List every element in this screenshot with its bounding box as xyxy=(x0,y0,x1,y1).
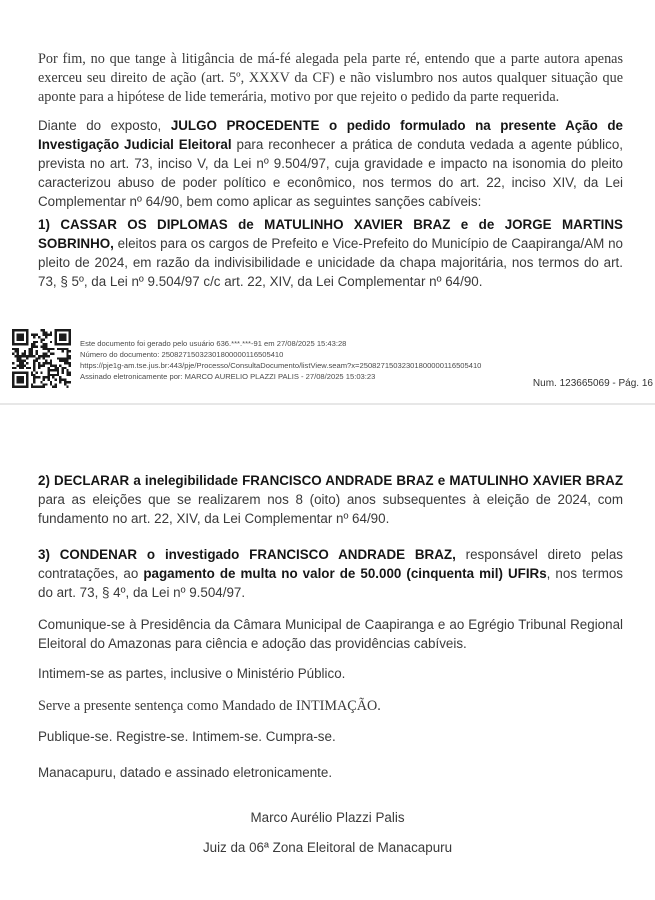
doc-signed-line: Assinado eletronicamente por: MARCO AURELIO PLAZZI PALIS - 27/08/2025 15:03:23 xyxy=(80,372,376,381)
paragraph-local-data: Manacapuru, datado e assinado eletronicamente. xyxy=(38,765,333,781)
declarar-rest: para as eleições que se realizarem nos 8 (oito) anos subsequentes à eleição de 2024, com fundamento no art. 22, XIV, da Lei Complementar nº 64/90. xyxy=(38,492,623,527)
cassar-rest: eleitos para os cargos de Prefeito e Vice-Prefeito do Município de Caapiranga/AM no pleito de 2024, em razão da indivisibilidade e unicidade da chapa majoritária, nos termos do art. 73, § 5º, da Lei nº 9.504/97 c/c art. 22, XIV, da Lei Complementar nº 64/90. xyxy=(38,236,623,290)
document-metadata xyxy=(80,329,481,382)
ruling-rest: para reconhecer a prática de conduta vedada a agente público, prevista no art. 73, inciso V, da Lei nº 9.504/97, cuja gravidade e impacto na isonomia do pleito caracterizou abuso de poder político e econômico, nos termos do art. 22, inciso XIV, da Lei Complementar nº 64/90, bem como aplicar as seguintes sanções cabíveis: xyxy=(38,137,623,210)
ruling-lead: Diante do exposto, xyxy=(38,118,171,134)
item-3-condenar xyxy=(38,545,623,602)
paragraph-publique: Publique-se. Registre-se. Intimem-se. Cumpra-se. xyxy=(38,729,336,745)
doc-url-line: https://pje1g-am.tse.jus.br:443/pje/Processo/ConsultaDocumento/listView.seam?x=25082715032301800000116505410 xyxy=(80,361,482,370)
ruling-bold: JULGO PROCEDENTE o pedido formulado na presente Ação de Investigação Judicial Eleitoral xyxy=(38,118,623,153)
signature-role: Juiz da 06ª Zona Eleitoral de Manacapuru xyxy=(202,840,453,855)
condenar-bold-1: 3) CONDENAR o investigado FRANCISCO ANDRADE BRAZ, xyxy=(38,547,456,563)
condenar-plain-2: , nos termos do art. 73, § 4º, da Lei nº 9.504/97. xyxy=(38,566,623,601)
qr-code-image xyxy=(12,329,71,388)
condenar-bold-2: pagamento de multa no valor de 50.000 (cinquenta mil) UFIRs xyxy=(143,566,547,582)
paragraph-comunique: Comunique-se à Presidência da Câmara Municipal de Caapiranga e ao Egrégio Tribunal Regional Eleitoral do Amazonas para ciência e adoção das providências cabíveis. xyxy=(38,617,623,652)
document-stamp-block xyxy=(12,329,481,388)
paragraph-ruling xyxy=(38,116,623,211)
paragraph-bad-faith: Por fim, no que tange à litigância de má-fé alegada pela parte ré, entendo que a parte autora apenas exerceu seu direito de ação (art. 5º, XXXV da CF) e não vislumbro nos autos qualquer situação que aponte para a hipótese de lide temerária, motivo por que rejeito o pedido da parte requerida. xyxy=(38,51,623,106)
page-break-divider xyxy=(0,403,655,405)
paragraph-serve-mandado: Serve a presente sentença como Mandado de INTIMAÇÃO. xyxy=(38,698,381,715)
item-2-declarar xyxy=(38,471,623,528)
doc-generated-line: Este documento foi gerado pelo usuário 636.***.***-91 em 27/08/2025 15:43:28 xyxy=(80,339,347,348)
item-1-cassar xyxy=(38,215,623,291)
condenar-plain-1: responsável direto pelas contratações, ao xyxy=(38,547,623,582)
paragraph-intimem: Intimem-se as partes, inclusive o Ministério Público. xyxy=(38,666,346,682)
signature-name: Marco Aurélio Plazzi Palis xyxy=(250,810,405,825)
declarar-bold: 2) DECLARAR a inelegibilidade FRANCISCO ANDRADE BRAZ e MATULINHO XAVIER BRAZ xyxy=(38,473,623,489)
doc-number-line: Número do documento: 25082715032301800000116505410 xyxy=(80,350,284,359)
cassar-bold: 1) CASSAR OS DIPLOMAS de MATULINHO XAVIER BRAZ e de JORGE MARTINS SOBRINHO, xyxy=(38,217,623,252)
page-number-label: Num. 123665069 - Pág. 16 xyxy=(532,378,653,389)
